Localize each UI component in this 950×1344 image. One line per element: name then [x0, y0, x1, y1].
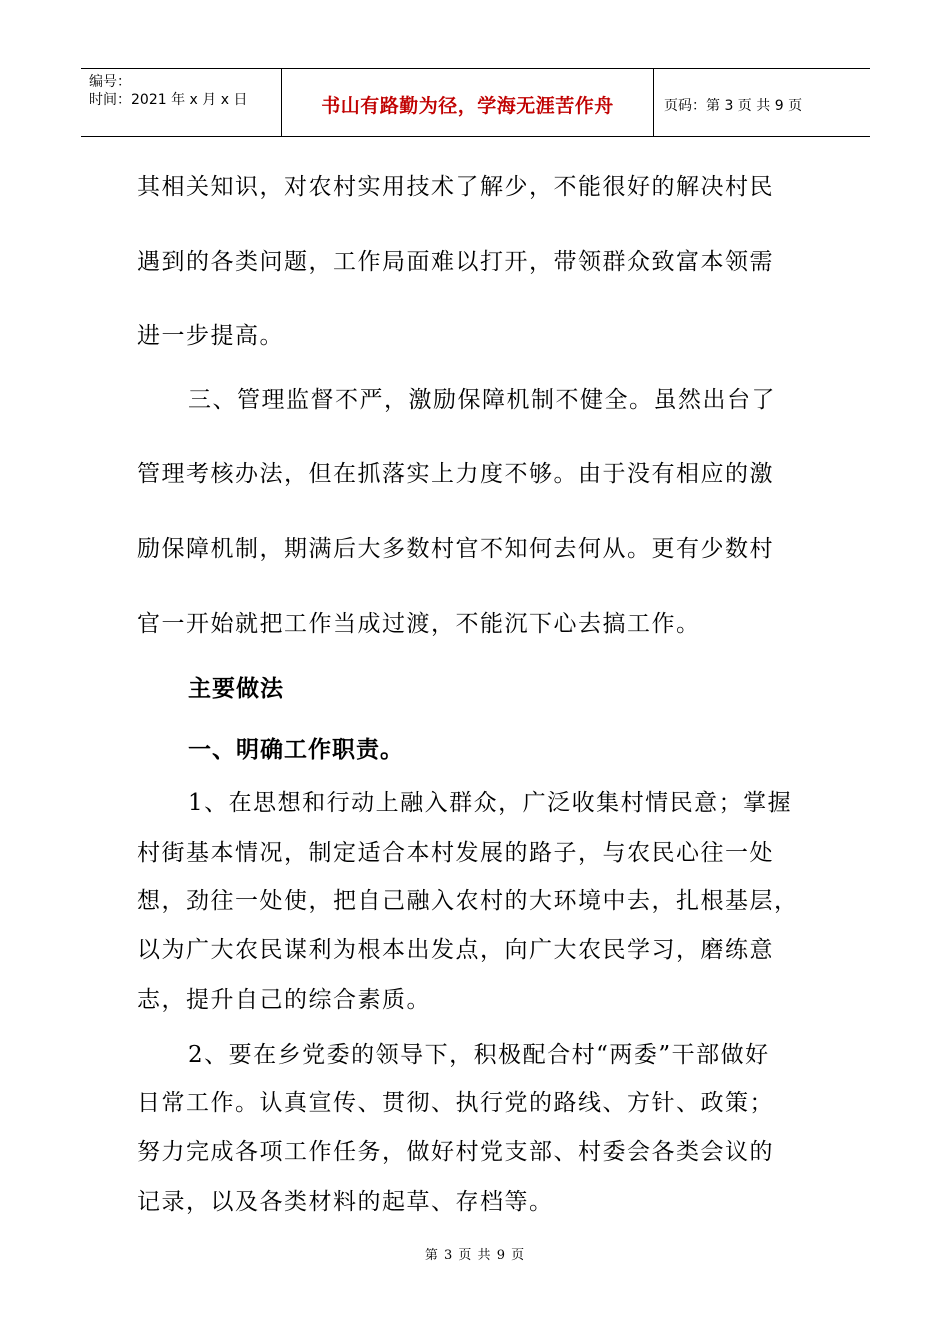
body-line: 官一开始就把工作当成过渡，不能沉下心去搞工作。 — [137, 611, 701, 637]
document-date-label: 时间：2021 年 x 月 x 日 — [89, 92, 248, 108]
body-line: 励保障机制，期满后大多数村官不知何去何从。更有少数村 — [137, 536, 774, 562]
body-line: 努力完成各项工作任务，做好村党支部、村委会各类会议的 — [137, 1139, 774, 1165]
body-line: 1、在思想和行动上融入群众，广泛收集村情民意；掌握 — [188, 790, 793, 816]
section-heading: 主要做法 — [188, 676, 284, 702]
header-motto: 书山有路勤为径，学海无涯苦作舟 — [321, 95, 614, 117]
header-page-cell — [654, 69, 870, 136]
body-line: 其相关知识，对农村实用技术了解少，不能很好的解决村民 — [137, 174, 774, 200]
body-line: 2、要在乡党委的领导下，积极配合村“两委”干部做好 — [188, 1042, 770, 1068]
body-line: 进一步提高。 — [137, 323, 284, 349]
header-page-info: 页码：第 3 页 共 9 页 — [664, 97, 803, 114]
body-line: 管理考核办法，但在抓落实上力度不够。由于没有相应的激 — [137, 461, 774, 487]
subsection-heading: 一、明确工作职责。 — [188, 737, 404, 763]
body-line: 记录，以及各类材料的起草、存档等。 — [137, 1189, 554, 1215]
header-meta-cell — [81, 69, 282, 136]
body-line: 三、管理监督不严，激励保障机制不健全。虽然出台了 — [188, 387, 776, 413]
page-header — [81, 68, 870, 137]
body-line: 遇到的各类问题，工作局面难以打开，带领群众致富本领需 — [137, 249, 774, 275]
document-number-label: 编号： — [89, 74, 131, 90]
header-motto-cell — [282, 69, 654, 136]
body-line: 想，劲往一处使，把自己融入农村的大环境中去，扎根基层， — [137, 888, 799, 914]
body-line: 日常工作。认真宣传、贯彻、执行党的路线、方针、政策； — [137, 1090, 774, 1116]
body-line: 以为广大农民谋利为根本出发点，向广大农民学习，磨练意 — [137, 937, 774, 963]
body-line: 村街基本情况，制定适合本村发展的路子，与农民心往一处 — [137, 840, 774, 866]
body-line: 志，提升自己的综合素质。 — [137, 987, 431, 1013]
page-footer: 第 3 页 共 9 页 — [424, 1248, 526, 1263]
